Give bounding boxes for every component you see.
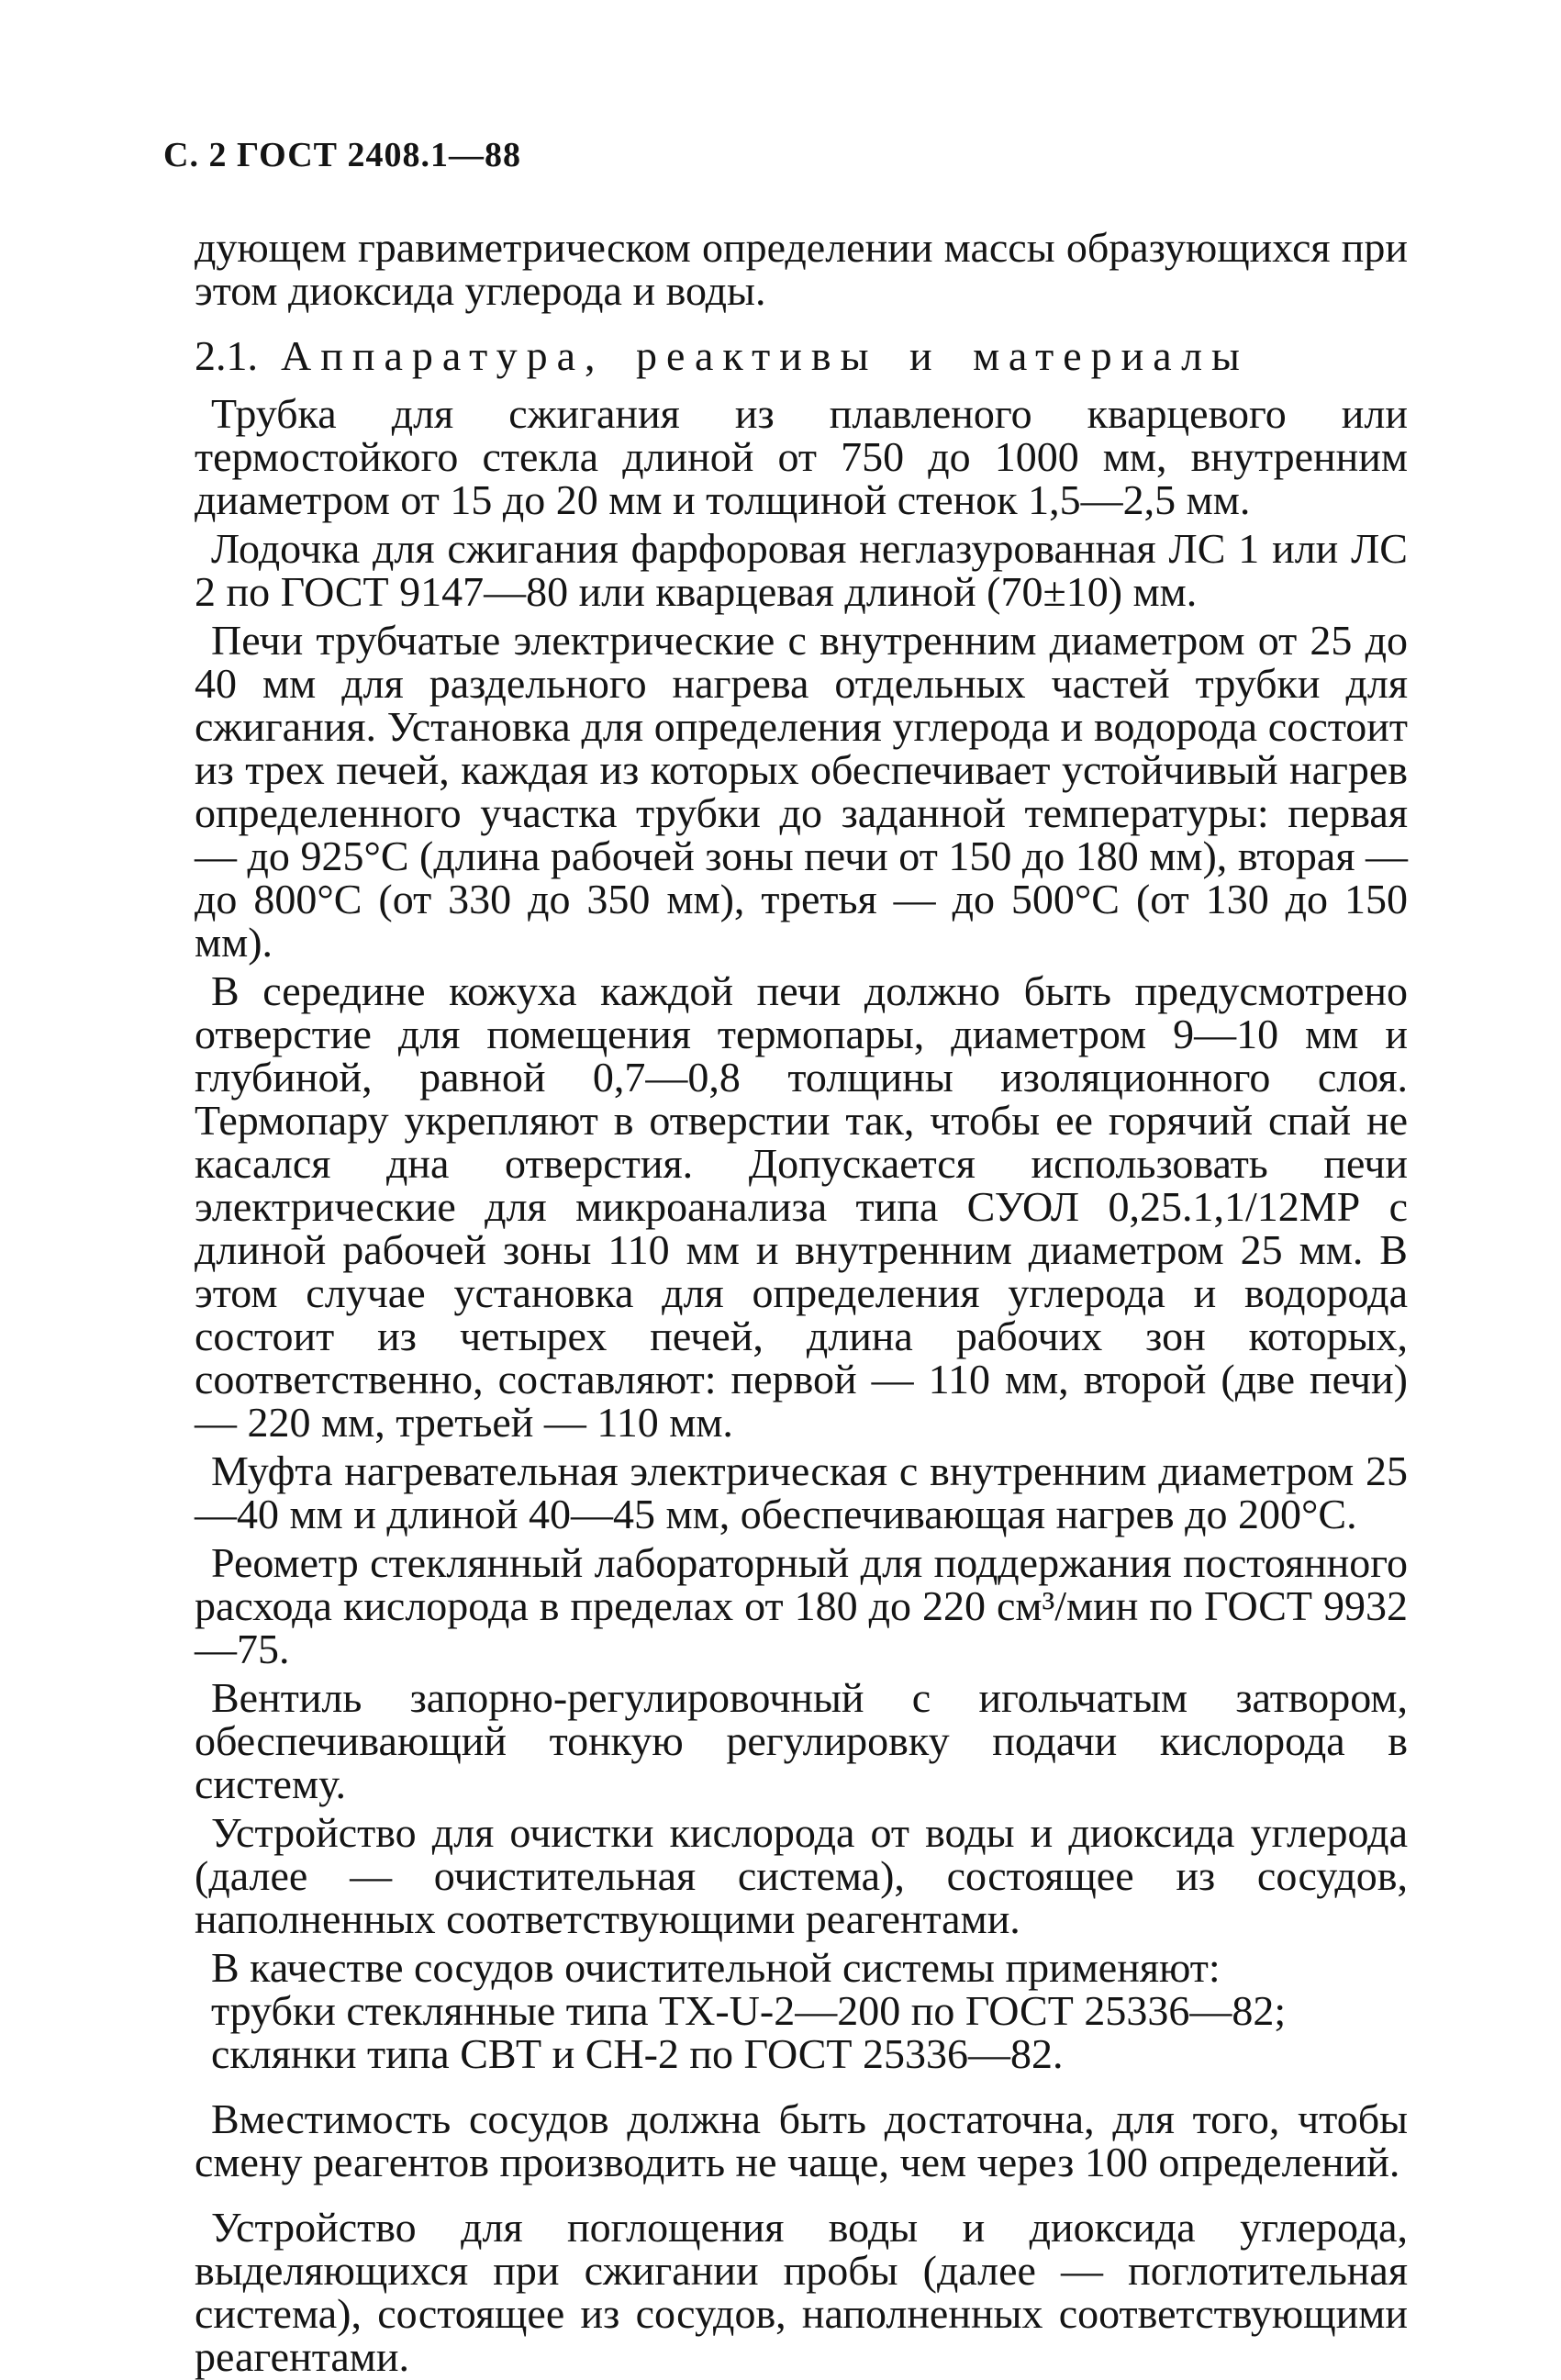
vessel-list-item: склянки типа СВТ и СН-2 по ГОСТ 25336—82. <box>211 2030 1064 2077</box>
vessel-list-item: трубки стеклянные типа ТХ-U-2—200 по ГОСТ 25336—82; <box>211 1987 1287 2034</box>
paragraph-heating-sleeve: Муфта нагревательная электрическая с внутренним диаметром 25—40 мм и длиной 40—45 мм, обеспечивающая нагрев до 200°С. <box>195 1447 1408 1537</box>
paragraph-tube-furnaces: Печи трубчатые электрические с внутренним диаметром от 25 до 40 мм для раздельного нагрева отдельных частей трубки для сжигания. Установка для определения углерода и водорода состоит из трех печей, каждая из которых обеспечивает устойчивый нагрев определенного участка трубки до заданной температуры: первая — до 925°С (длина рабочей зоны печи от 150 до 180 мм), вторая — до 800°С (от 330 до 350 мм), третья — до 500°С (от 130 до 150 мм). <box>195 617 1408 966</box>
paragraph-vessel-capacity: Вместимость сосудов должна быть достаточна, для того, чтобы смену реагентов производить не чаще, чем через 100 определений. <box>195 2095 1408 2185</box>
section-title-word: материалы <box>973 332 1249 379</box>
paragraph-vessels-intro: В качестве сосудов очистительной системы применяют: <box>211 1944 1221 1991</box>
page-header: С. 2 ГОСТ 2408.1—88 <box>163 136 521 174</box>
paragraph-purification-device: Устройство для очистки кислорода от воды и диоксида углерода (далее — очистительная система), состоящее из сосудов, наполненных соответствующими реагентами. <box>195 1809 1408 1942</box>
section-heading <box>195 334 1408 377</box>
paragraph-combustion-boat: Лодочка для сжигания фарфоровая неглазурованная ЛС 1 или ЛС 2 по ГОСТ 9147—80 или кварцевая длиной (70±10) мм. <box>195 525 1408 615</box>
paragraph-thermocouple: В середине кожуха каждой печи должно быть предусмотрено отверстие для помещения термопары, диаметром 9—10 мм и глубиной, равной 0,7—0,8 толщины изоляционного слоя. Термопару укрепляют в отверстии так, чтобы ее горячий спай не касался дна отверстия. Допускается использовать печи электрические для микроанализа типа СУОЛ 0,25.1,1/12МР с длиной рабочей зоны 110 мм и внутренним диаметром 25 мм. В этом случае установка для определения углерода и водорода состоит из четырех печей, длина рабочих зон которых, соответственно, составляют: первой — 110 мм, второй (две печи) — 220 мм, третьей — 110 мм. <box>195 967 1408 1446</box>
section-number: 2.1. <box>195 332 258 379</box>
paragraph-combustion-tube: Трубка для сжигания из плавленого кварцевого или термостойкого стекла длиной от 750 до 1000 мм, внутренним диаметром от 15 до 20 мм и толщиной стенок 1,5—2,5 мм. <box>195 390 1408 523</box>
paragraph-continuation: дующем гравиметрическом определении массы образующихся при этом диоксида углерода и воды. <box>195 224 1408 314</box>
section-title-word: и <box>909 332 942 379</box>
paragraph-rheometer: Реометр стеклянный лабораторный для поддержания постоянного расхода кислорода в пределах от 180 до 220 см³/мин по ГОСТ 9932—75. <box>195 1539 1408 1672</box>
section-title-word: Аппаратура, <box>281 332 605 379</box>
section-title-word: реактивы <box>636 332 878 379</box>
paragraph-absorption-device: Устройство для поглощения воды и диоксида углерода, выделяющихся при сжигании пробы (далее — поглотительная система), состоящее из сосудов, наполненных соответствующими реагентами. <box>195 2204 1408 2380</box>
paragraph-valve: Вентиль запорно-регулировочный с игольчатым затвором, обеспечивающий тонкую регулировку подачи кислорода в систему. <box>195 1674 1408 1807</box>
document-body <box>195 226 1408 2378</box>
